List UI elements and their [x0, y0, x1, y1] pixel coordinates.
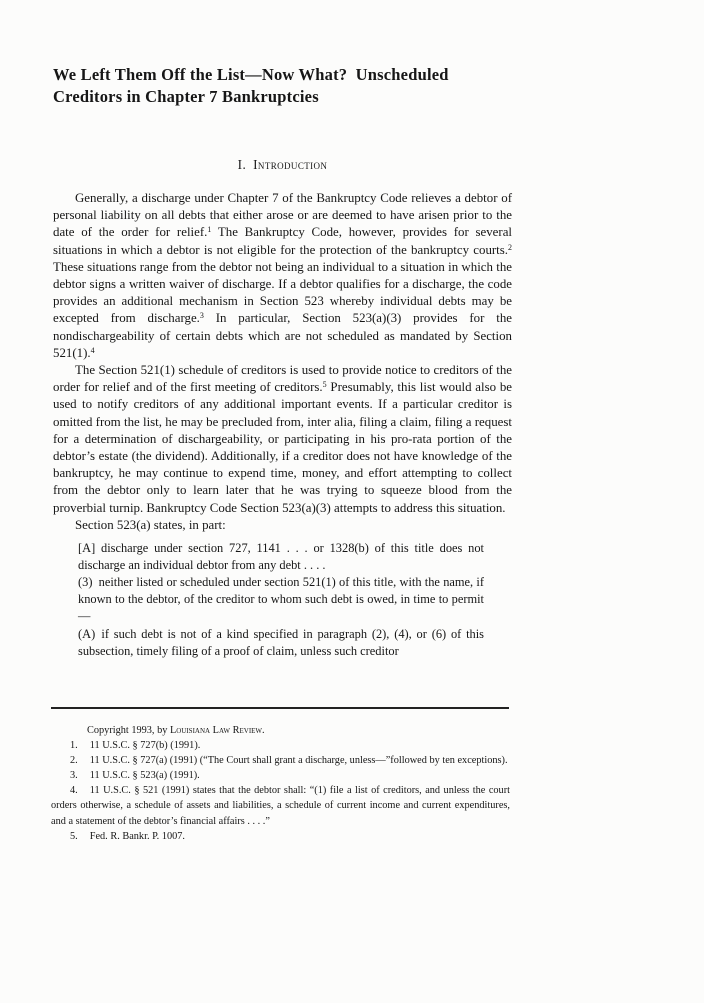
footnote-5-text: Fed. R. Bankr. P. 1007.: [89, 830, 185, 842]
footnote-1-text: 11 U.S.C. § 727(b) (1991).: [89, 740, 201, 752]
paragraph-2: The Section 521(1) schedule of creditors is used to provide notice to creditors of the order for relief and of the first meeting of creditors.$^5$ Presumably, this list would also be used to notify creditors of any additional important events. If a particular creditor is omitted from the list, he may be precluded from, inter alia, filing a claim, filing a request for a determination of dischargeability, or participating in his pro-rata portion of the debtor’s estate (the dividend). Additionally, if a creditor does not have knowledge of the bankruptcy, he may continue to expend time, money, and effort attempting to collect from the debtor only to learn later that he was trying to squeeze blood from the proverbial turnip. Bankruptcy Code Section 523(a)(3) attempts to address this situation.: [53, 363, 512, 515]
article-title: [53, 64, 512, 107]
section-heading-introduction: I. Introduction: [237, 157, 328, 172]
footnote-4-text: 11 U.S.C. § 521 (1991) states that the debtor shall: “(1) file a list of creditors, and unless the court orders otherwise, a schedule of assets and liabilities, a schedule of current income and current expenditures, and a statement of the debtor’s financial affairs . . . .”: [51, 785, 510, 827]
paragraph-1: Generally, a discharge under Chapter 7 of the Bankruptcy Code relieves a debtor of personal liability on all debts that either arose or are deemed to have arisen prior to the date of the order for relief.$^1$ The Bankruptcy Code, however, provides for several situations in which a debtor is not eligible for the protection of the bankruptcy courts.$^2$ These situations range from the debtor not being an individual to a situation in which the debtor signs a written waiver of discharge. If a debtor qualifies for a discharge, the code provides an additional mechanism in Section 523 whereby individual debts may be excepted from discharge.$^3$ In particular, Section 523(a)(3) provides for the nondischargeability of certain debts which are not scheduled as mandated by Section 521(1).$^4$: [53, 191, 513, 360]
footnote-2-text: 11 U.S.C. § 727(a) (1991) (“The Court shall grant a discharge, unless—”followed by ten exceptions).: [89, 755, 508, 767]
paragraph-3-lead-in: Section 523(a) states, in part:: [75, 517, 226, 532]
footnote-5-number: 5.: [70, 830, 78, 842]
footnote-4-number: 4.: [70, 785, 78, 797]
copyright-line: Copyright 1993, by Louisiana Law Review.: [87, 725, 265, 736]
footnote-section: [51, 707, 510, 844]
footnote-2: [51, 753, 510, 768]
quote-paragraph-a: [A] discharge under section 727, 1141 . . . or 1328(b) of this title does not discharge an individual debtor from any debt . . . .: [78, 541, 484, 573]
article-title-line-1: We Left Them Off the List—Now What? Unscheduled: [53, 65, 449, 84]
quote-paragraph-3a: (A) if such debt is not of a kind specified in paragraph (2), (4), or (6) of this subsection, timely filing of a proof of claim, unless such creditor: [78, 626, 484, 658]
footnote-3: [51, 768, 510, 783]
article-title-line-2: Creditors in Chapter 7 Bankruptcies: [53, 86, 319, 106]
footnote-1-number: 1.: [70, 740, 78, 752]
footnote-1: [51, 738, 510, 753]
footnote-divider: [51, 707, 509, 709]
footnote-4: [51, 783, 510, 828]
footnote-3-text: 11 U.S.C. § 523(a) (1991).: [89, 770, 200, 782]
quote-paragraph-3: (3) neither listed or scheduled under section 521(1) of this title, with the name, if known to the debtor, of the creditor to whom such debt is owed, in time to permit—: [78, 575, 484, 624]
footnote-3-number: 3.: [70, 770, 78, 782]
statute-blockquote: [78, 540, 484, 660]
footnote-5: [51, 829, 510, 844]
article-content: [53, 64, 512, 660]
footnote-2-number: 2.: [70, 755, 78, 767]
